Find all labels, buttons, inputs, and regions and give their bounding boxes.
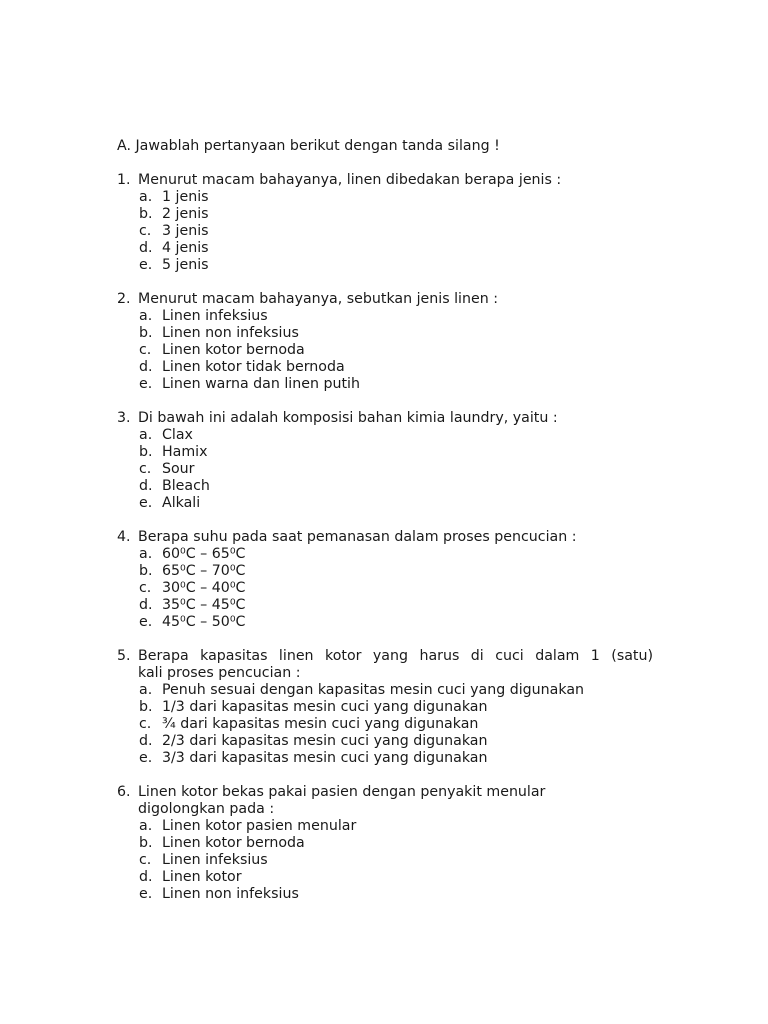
answer-option bbox=[117, 240, 653, 257]
option-text: Linen warna dan linen putih bbox=[162, 376, 360, 392]
answer-option bbox=[117, 359, 653, 376]
option-text: 60⁰C – 65⁰C bbox=[162, 546, 246, 562]
option-text: ¾ dari kapasitas mesin cuci yang digunakan bbox=[162, 716, 479, 732]
answer-option bbox=[117, 495, 653, 512]
answer-option bbox=[117, 597, 653, 614]
option-text: 2/3 dari kapasitas mesin cuci yang digunakan bbox=[162, 733, 488, 749]
question-number: 4. bbox=[117, 529, 131, 545]
option-text: 1/3 dari kapasitas mesin cuci yang digunakan bbox=[162, 699, 488, 715]
answer-option bbox=[117, 563, 653, 580]
question-number: 1. bbox=[117, 172, 131, 188]
answer-option bbox=[117, 733, 653, 750]
option-text: Linen non infeksius bbox=[162, 886, 299, 902]
answer-option bbox=[117, 818, 653, 835]
question-number: 2. bbox=[117, 291, 131, 307]
answer-option bbox=[117, 444, 653, 461]
question-number: 3. bbox=[117, 410, 131, 426]
option-letter: a. bbox=[139, 818, 153, 834]
answer-option bbox=[117, 580, 653, 597]
option-text: Linen kotor pasien menular bbox=[162, 818, 357, 834]
answer-option bbox=[117, 325, 653, 342]
question-stem-row bbox=[117, 529, 653, 546]
option-text: 45⁰C – 50⁰C bbox=[162, 614, 246, 630]
answer-option bbox=[117, 835, 653, 852]
option-text: Hamix bbox=[162, 444, 208, 460]
question-1 bbox=[117, 172, 653, 274]
option-letter: c. bbox=[139, 716, 152, 732]
option-letter: d. bbox=[139, 240, 153, 256]
answer-option bbox=[117, 461, 653, 478]
option-letter: c. bbox=[139, 580, 152, 596]
question-5 bbox=[117, 648, 653, 767]
question-stem-row bbox=[117, 172, 653, 189]
option-letter: e. bbox=[139, 495, 153, 511]
question-number: 5. bbox=[117, 648, 131, 664]
answer-option bbox=[117, 546, 653, 563]
answer-option bbox=[117, 750, 653, 767]
question-text: Berapa kapasitas linen kotor yang harus di cuci dalam 1 (satu) bbox=[138, 648, 653, 664]
option-text: 4 jenis bbox=[162, 240, 209, 256]
option-letter: d. bbox=[139, 478, 153, 494]
answer-option bbox=[117, 223, 653, 240]
option-letter: c. bbox=[139, 461, 152, 477]
option-text: 1 jenis bbox=[162, 189, 209, 205]
question-3 bbox=[117, 410, 653, 512]
option-letter: a. bbox=[139, 189, 153, 205]
option-letter: d. bbox=[139, 733, 153, 749]
question-6 bbox=[117, 784, 653, 903]
answer-option bbox=[117, 342, 653, 359]
question-text: Berapa suhu pada saat pemanasan dalam proses pencucian : bbox=[138, 529, 577, 545]
question-stem-row bbox=[117, 784, 653, 801]
option-text: Linen kotor tidak bernoda bbox=[162, 359, 345, 375]
answer-option bbox=[117, 206, 653, 223]
option-letter: c. bbox=[139, 342, 152, 358]
option-letter: d. bbox=[139, 597, 153, 613]
option-letter: c. bbox=[139, 852, 152, 868]
option-text: Linen kotor bernoda bbox=[162, 835, 305, 851]
question-stem-row bbox=[117, 291, 653, 308]
option-text: 35⁰C – 45⁰C bbox=[162, 597, 246, 613]
question-text: Di bawah ini adalah komposisi bahan kimia laundry, yaitu : bbox=[138, 410, 558, 426]
question-text: digolongkan pada : bbox=[138, 801, 275, 817]
option-text: Alkali bbox=[162, 495, 201, 511]
option-text: Linen kotor bernoda bbox=[162, 342, 305, 358]
option-text: 65⁰C – 70⁰C bbox=[162, 563, 246, 579]
question-stem-row bbox=[117, 410, 653, 427]
option-text: Penuh sesuai dengan kapasitas mesin cuci yang digunakan bbox=[162, 682, 585, 698]
section-heading: A. Jawablah pertanyaan berikut dengan tanda silang ! bbox=[117, 138, 500, 154]
option-text: Clax bbox=[162, 427, 193, 443]
option-text: Linen infeksius bbox=[162, 308, 268, 324]
option-letter: e. bbox=[139, 257, 153, 273]
question-2 bbox=[117, 291, 653, 393]
option-text: Linen non infeksius bbox=[162, 325, 299, 341]
question-stem-row bbox=[117, 648, 653, 665]
answer-option bbox=[117, 308, 653, 325]
question-text: Linen kotor bekas pakai pasien dengan penyakit menular bbox=[138, 784, 546, 800]
option-text: 3 jenis bbox=[162, 223, 209, 239]
question-text: Menurut macam bahayanya, sebutkan jenis linen : bbox=[138, 291, 499, 307]
answer-option bbox=[117, 257, 653, 274]
answer-option bbox=[117, 189, 653, 206]
option-text: Linen infeksius bbox=[162, 852, 268, 868]
option-letter: a. bbox=[139, 308, 153, 324]
question-number: 6. bbox=[117, 784, 131, 800]
option-text: 5 jenis bbox=[162, 257, 209, 273]
question-stem-continuation bbox=[117, 665, 653, 682]
answer-option bbox=[117, 699, 653, 716]
option-letter: e. bbox=[139, 750, 153, 766]
answer-option bbox=[117, 716, 653, 733]
option-letter: a. bbox=[139, 682, 153, 698]
question-4 bbox=[117, 529, 653, 631]
answer-option bbox=[117, 869, 653, 886]
option-letter: b. bbox=[139, 699, 153, 715]
answer-option bbox=[117, 427, 653, 444]
option-letter: e. bbox=[139, 614, 153, 630]
option-letter: e. bbox=[139, 376, 153, 392]
option-letter: a. bbox=[139, 546, 153, 562]
answer-option bbox=[117, 614, 653, 631]
option-text: 30⁰C – 40⁰C bbox=[162, 580, 246, 596]
option-letter: b. bbox=[139, 444, 153, 460]
question-text: kali proses pencucian : bbox=[138, 665, 301, 681]
answer-option bbox=[117, 852, 653, 869]
answer-option bbox=[117, 478, 653, 495]
question-stem-continuation bbox=[117, 801, 653, 818]
answer-option bbox=[117, 682, 653, 699]
option-letter: c. bbox=[139, 223, 152, 239]
option-letter: b. bbox=[139, 206, 153, 222]
option-letter: d. bbox=[139, 869, 153, 885]
option-letter: e. bbox=[139, 886, 153, 902]
answer-option bbox=[117, 886, 653, 903]
option-text: 2 jenis bbox=[162, 206, 209, 222]
option-letter: b. bbox=[139, 325, 153, 341]
question-text: Menurut macam bahayanya, linen dibedakan berapa jenis : bbox=[138, 172, 562, 188]
option-letter: b. bbox=[139, 835, 153, 851]
option-text: Linen kotor bbox=[162, 869, 242, 885]
answer-option bbox=[117, 376, 653, 393]
option-letter: d. bbox=[139, 359, 153, 375]
option-text: Sour bbox=[162, 461, 195, 477]
option-letter: b. bbox=[139, 563, 153, 579]
option-letter: a. bbox=[139, 427, 153, 443]
option-text: 3/3 dari kapasitas mesin cuci yang digunakan bbox=[162, 750, 488, 766]
option-text: Bleach bbox=[162, 478, 210, 494]
